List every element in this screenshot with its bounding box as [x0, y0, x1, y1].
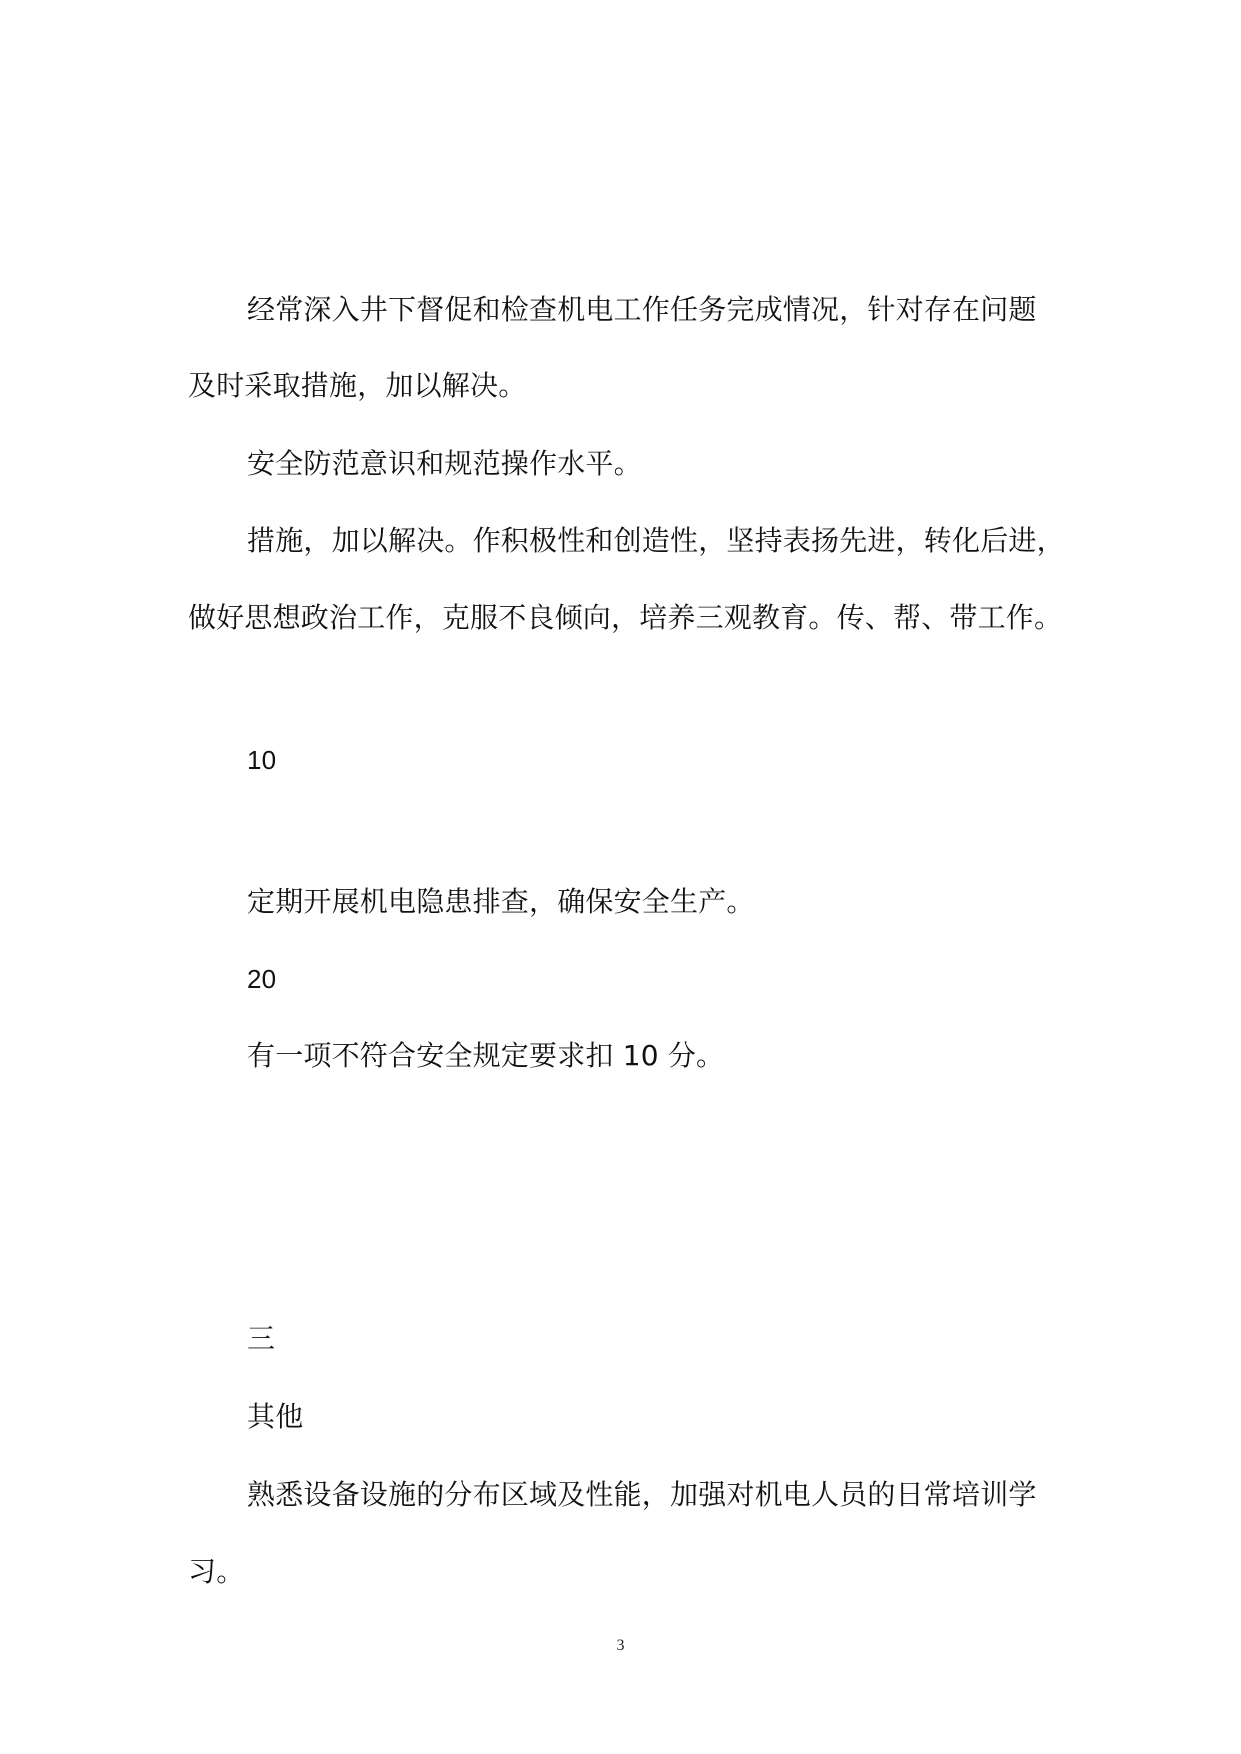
score-value-10: 10 — [247, 745, 277, 775]
paragraph-line-2: 及时采取措施，加以解决。 — [188, 369, 527, 402]
page-number: 3 — [616, 1637, 625, 1654]
paragraph-line-3: 安全防范意识和规范操作水平。 — [247, 447, 642, 480]
paragraph-line-7: 有一项不符合安全规定要求扣 10 分。 — [247, 1039, 725, 1072]
score-value-20: 20 — [247, 964, 277, 994]
paragraph-line-5: 做好思想政治工作，克服不良倾向，培养三观教育。传、帮、带工作。 — [188, 601, 1063, 634]
paragraph-line-6: 定期开展机电隐患排查，确保安全生产。 — [247, 885, 755, 918]
paragraph-line-8: 熟悉设备设施的分布区域及性能，加强对机电人员的日常培训学 — [247, 1478, 1037, 1511]
paragraph-line-4: 措施，加以解决。作积极性和创造性，坚持表扬先进，转化后进， — [247, 524, 1065, 557]
paragraph-line-1: 经常深入井下督促和检查机电工作任务完成情况，针对存在问题 — [247, 293, 1037, 326]
paragraph-line-9: 习。 — [188, 1555, 245, 1588]
section-title: 其他 — [247, 1400, 304, 1433]
section-number: 三 — [247, 1322, 276, 1355]
